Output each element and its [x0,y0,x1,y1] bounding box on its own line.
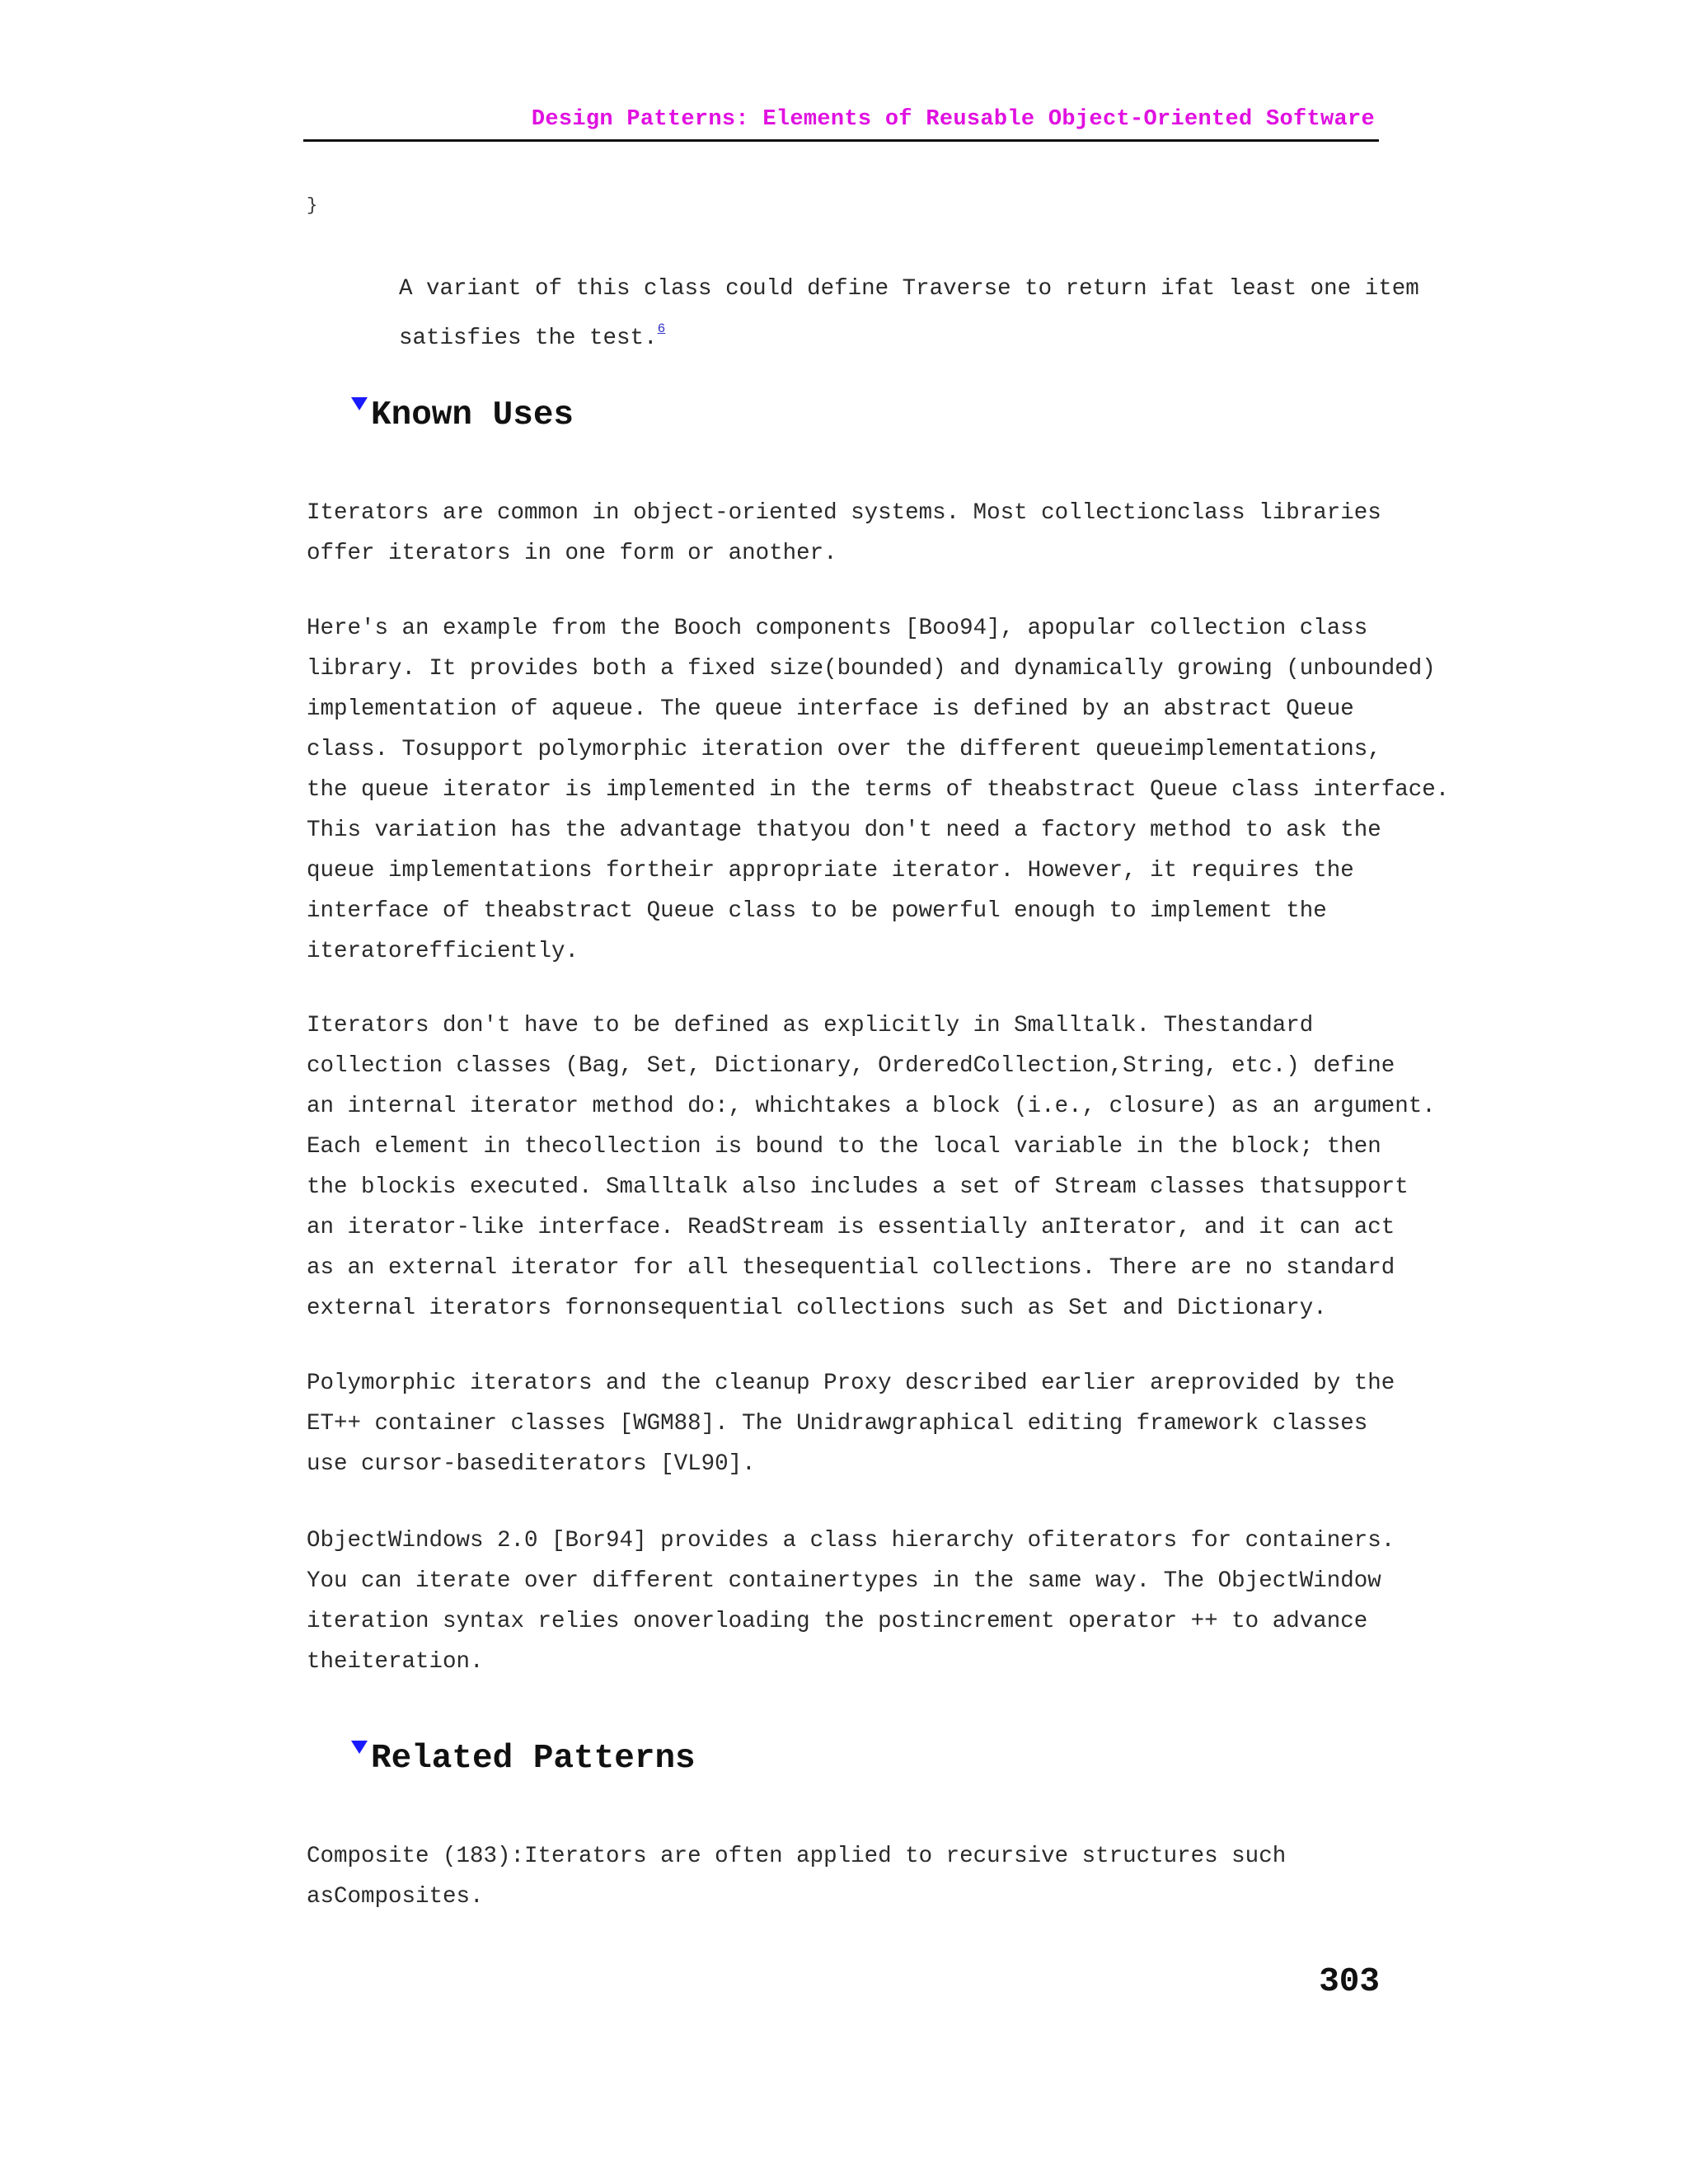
related-patterns-paragraph-1 [307,1836,1395,1917]
text-line: the queue iterator is implemented in the terms of theabstract Queue class interface. [307,777,1450,803]
text-line: Here's an example from the Booch components [Boo94], apopular collection class [307,616,1368,641]
known-uses-title: Known Uses [371,396,574,434]
collapse-arrow-icon[interactable] [351,397,368,410]
text-line: use cursor-basediterators [VL90]. [307,1451,756,1477]
text-line: class. Tosupport polymorphic iteration over the different queueimplementations, [307,737,1381,762]
known-uses-heading [351,396,574,434]
running-header: Design Patterns: Elements of Reusable Object-Oriented Software [531,107,1375,132]
text-line: collection classes (Bag, Set, Dictionary, OrderedCollection,String, etc.) define [307,1053,1395,1079]
known-uses-paragraph-1 [307,493,1395,574]
code-closing-brace: } [307,195,318,216]
text-line: Iterators don't have to be defined as explicitly in Smalltalk. Thestandard [307,1013,1314,1038]
text-line: implementation of aqueue. The queue interface is defined by an abstract Queue [307,696,1354,722]
text-line: the blockis executed. Smalltalk also includes a set of Stream classes thatsupport [307,1174,1409,1200]
footnote-link[interactable]: 6 [657,321,666,336]
text-line: Polymorphic iterators and the cleanup Proxy described earlier areprovided by the [307,1371,1395,1396]
text-line: asComposites. [307,1884,484,1910]
related-patterns-title: Related Patterns [371,1740,696,1778]
text-line: Iterators are common in object-oriented systems. Most collectionclass libraries [307,500,1381,526]
known-uses-paragraph-3 [307,1005,1436,1329]
text-line: offer iterators in one form or another. [307,541,837,566]
text-line: as an external iterator for all thesequential collections. There are no standard [307,1255,1395,1281]
text-line: You can iterate over different containertypes in the same way. The ObjectWindow [307,1568,1381,1594]
text-line: Composite (183):Iterators are often applied to recursive structures such [307,1844,1287,1869]
known-uses-paragraph-4 [307,1363,1395,1484]
text-line: an internal iterator method do:, whichtakes a block (i.e., closure) as an argument. [307,1094,1436,1119]
text-line: interface of theabstract Queue class to be powerful enough to implement the [307,898,1327,924]
collapse-arrow-icon[interactable] [351,1741,368,1754]
text-line: This variation has the advantage thatyou don't need a factory method to ask the [307,818,1381,843]
variant-note [399,269,1419,359]
known-uses-paragraph-5 [307,1521,1395,1682]
text-line: Each element in thecollection is bound to the local variable in the block; then [307,1134,1381,1160]
header-rule [303,139,1379,142]
text-line: external iterators fornonsequential collections such as Set and Dictionary. [307,1296,1327,1321]
page-number: 303 [1319,1963,1380,2001]
variant-note-line-1: A variant of this class could define Traverse to return ifat least one item [399,276,1419,302]
variant-note-line-2: satisfies the test. [399,326,658,351]
text-line: iteration syntax relies onoverloading the postincrement operator ++ to advance [307,1609,1368,1634]
text-line: ObjectWindows 2.0 [Bor94] provides a class hierarchy ofiterators for containers. [307,1528,1395,1554]
text-line: an iterator-like interface. ReadStream is essentially anIterator, and it can act [307,1215,1395,1240]
text-line: library. It provides both a fixed size(bounded) and dynamically growing (unbounded) [307,656,1436,682]
text-line: queue implementations fortheir appropriate iterator. However, it requires the [307,858,1354,883]
text-line: iteratorefficiently. [307,939,579,964]
related-patterns-heading [351,1740,696,1778]
known-uses-paragraph-2 [307,608,1450,972]
text-line: theiteration. [307,1649,484,1675]
text-line: ET++ container classes [WGM88]. The Unidrawgraphical editing framework classes [307,1411,1368,1436]
